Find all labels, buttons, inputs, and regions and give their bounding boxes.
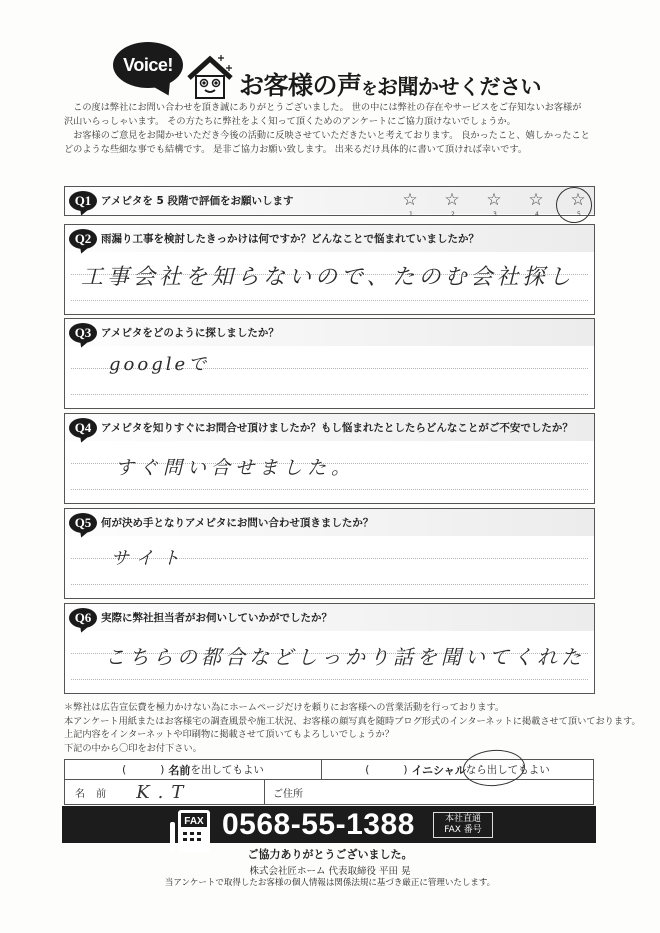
page-title: お客様の声をお聞かせください — [239, 71, 542, 100]
name-address-row — [65, 780, 593, 805]
voice-speech-bubble: Voice! — [113, 42, 183, 88]
consent-options-row — [65, 760, 593, 780]
ruled-line — [71, 300, 588, 301]
question-text: アメピタを知りすぐにお問合せ頂けましたか？もし悩まれたとしたらどんなことがご不安でしたか？ — [101, 422, 573, 434]
ruled-line — [71, 679, 588, 680]
privacy-notice: 当アンケートで取得したお客様の個人情報は関係法規に基づき厳正に管理いたします。 — [164, 878, 496, 888]
question-badge: Q6 — [69, 608, 97, 628]
star-1[interactable]: ☆ 1 — [402, 190, 418, 218]
handwritten-answer: サイト — [111, 548, 188, 569]
question-text: 実際に弊社担当者がお伺いしていかがでしたか？ — [101, 612, 332, 624]
star-rating — [400, 187, 588, 218]
ruled-line — [71, 489, 588, 490]
question-text: アメピタをどのように探しましたか？ — [101, 327, 279, 339]
thank-you-message: ご協力ありがとうございました。 — [247, 848, 413, 861]
ruled-line — [71, 584, 588, 585]
question-header — [65, 319, 594, 346]
answer-area[interactable] — [65, 441, 594, 505]
question-4 — [64, 413, 595, 504]
address-label: ご住所 — [273, 789, 303, 800]
handwritten-selection-circle — [553, 184, 595, 226]
fax-badge: 本社直通 FAX 番号 — [433, 812, 493, 838]
answer-area[interactable] — [65, 346, 594, 410]
question-header — [65, 604, 594, 631]
ruled-line — [71, 394, 588, 395]
star-icon: ☆ — [402, 190, 418, 210]
star-icon: ☆ — [528, 190, 544, 210]
star-icon: ☆ — [486, 190, 502, 210]
address-field[interactable] — [265, 780, 593, 805]
handwritten-answer: googleで — [109, 354, 210, 375]
option-full-name[interactable]: ( ) 名前 を出してもよい — [65, 760, 322, 779]
company-signature: 株式会社匠ホーム 代表取締役 平田 晃 — [249, 866, 411, 877]
name-value: K.T — [136, 782, 192, 803]
star-icon: ☆ — [444, 190, 460, 210]
question-badge: Q3 — [69, 323, 97, 343]
question-badge: Q2 — [69, 229, 97, 249]
fax-number: 0568-55-1388 — [222, 808, 415, 841]
question-text: 雨漏り工事を検討したきっかけは何ですか？どんなことで悩まれていましたか？ — [101, 233, 479, 245]
question-text: 何が決め手となりアメピタにお問い合わせ頂きましたか？ — [101, 517, 374, 529]
option-initials[interactable]: ( ) イニシャル なら出してもよい — [365, 763, 550, 777]
question-badge: Q5 — [69, 513, 97, 533]
consent-form — [64, 759, 594, 805]
question-header — [65, 509, 594, 536]
question-6 — [64, 603, 595, 694]
question-text: アメピタを 5 段階で評価をお願いします — [101, 195, 294, 207]
answer-area[interactable] — [65, 631, 594, 695]
answer-area[interactable] — [65, 252, 594, 316]
svg-text:FAX: FAX — [184, 816, 204, 827]
intro-text: この度は弊社にお問い合わせを頂き誠にありがとうございました。 世の中には弊社の存在やサービスをご存知ないお客様が 沢山いらっしゃいます。 その方たちに弊社をよく知って頂くためのアンケートにご協力頂けないでしょうか。 お客様のご意見をお聞かせいただき今後の活動に反映させていただきたいと考えております。 良かったこと、嬉しかったこと どのような些細な事でも結構です。 是非ご協力お願い致します。 出来るだけ具体的に書いて頂ければ幸いです。 — [64, 102, 590, 155]
question-header — [65, 187, 594, 218]
question-3 — [64, 318, 595, 409]
question-header — [65, 414, 594, 441]
question-2 — [64, 224, 595, 315]
star-3[interactable]: ☆ 3 — [486, 190, 502, 218]
star-4[interactable]: ☆ 4 — [528, 190, 544, 218]
name-field[interactable] — [65, 780, 265, 805]
question-1-rating — [64, 186, 595, 216]
star-2[interactable]: ☆ 2 — [444, 190, 460, 218]
star-icon: ☆ — [570, 190, 586, 210]
star-5-selected[interactable]: ☆ 5 — [568, 192, 588, 209]
question-header — [65, 225, 594, 252]
question-badge: Q1 — [69, 191, 97, 211]
answer-area[interactable] — [65, 536, 594, 600]
handwritten-answer: 工事会社を知らないので、たのむ会社探し — [81, 265, 575, 290]
name-label: 名 前 — [75, 789, 111, 800]
smiling-house-icon — [185, 52, 235, 100]
fax-banner — [62, 806, 596, 843]
survey-header — [113, 40, 553, 102]
question-5 — [64, 508, 595, 599]
question-badge: Q4 — [69, 418, 97, 438]
publication-notes: ＊弊社は広告宣伝費を極力かけない為にホームページだけを頼りにお客様への営業活動を行っております。 本アンケート用紙またはお客様宅の調査風景や施工状況、お客様の顔写真を随時ブログ形式のインターネットに掲載させて頂いております。 上記内容をインターネットや印刷物に掲載させて頂いてもよろしいでしょうか？ 下記の中から〇印をお付下さい。 — [64, 702, 641, 754]
handwritten-answer: こちらの都合などしっかり話を聞いてくれた — [105, 645, 585, 669]
handwritten-answer: すぐ問い合せました。 — [115, 457, 356, 479]
